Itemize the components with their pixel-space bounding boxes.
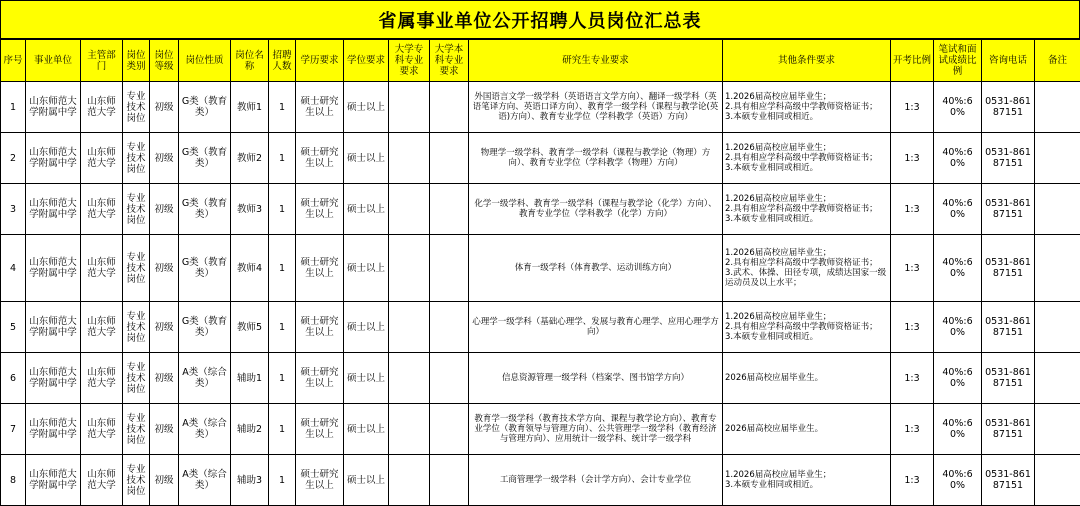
cell-score-ratio: 40%:60% — [934, 184, 982, 235]
title-bar — [0, 0, 1080, 39]
cell-phone: 0531-86187151 — [982, 302, 1035, 353]
cell-ratio: 1:3 — [891, 302, 934, 353]
cell-education: 硕士研究生以上 — [296, 184, 344, 235]
cell-graduate-major: 工商管理学一级学科（会计学方向）、会计专业学位 — [469, 455, 723, 506]
cell-position: 辅助3 — [231, 455, 269, 506]
cell-nature: G类（教育类） — [179, 302, 231, 353]
cell-seq: 7 — [1, 404, 26, 455]
header-col-college-major: 大学专科专业要求 — [389, 40, 430, 82]
cell-count: 1 — [269, 404, 296, 455]
cell-score-ratio: 40%:60% — [934, 133, 982, 184]
cell-score-ratio: 40%:60% — [934, 82, 982, 133]
cell-graduate-major: 体育一级学科（体育教学、运动训练方向） — [469, 235, 723, 302]
cell-graduate-major: 心理学一级学科（基础心理学、发展与教育心理学、应用心理学方向） — [469, 302, 723, 353]
cell-degree: 硕士以上 — [344, 353, 389, 404]
cell-position: 教师2 — [231, 133, 269, 184]
cell-college-major — [389, 302, 430, 353]
cell-seq: 3 — [1, 184, 26, 235]
cell-other-conditions: 1.2026届高校应届毕业生； 3.本硕专业相同或相近。 — [723, 455, 891, 506]
cell-nature: A类（综合类） — [179, 455, 231, 506]
header-col-remarks: 备注 — [1035, 40, 1080, 82]
cell-unit: 山东师范大学附属中学 — [26, 404, 81, 455]
cell-category: 专业技术岗位 — [123, 235, 150, 302]
cell-remarks — [1035, 353, 1080, 404]
page-title: 省属事业单位公开招聘人员岗位汇总表 — [379, 7, 702, 33]
cell-bachelor-major — [430, 455, 469, 506]
cell-graduate-major: 物理学一级学科、教育学一级学科（课程与教学论（物理）方向）、教育专业学位（学科教学（物理）方向） — [469, 133, 723, 184]
header-col-phone: 咨询电话 — [982, 40, 1035, 82]
cell-education: 硕士研究生以上 — [296, 302, 344, 353]
cell-degree: 硕士以上 — [344, 82, 389, 133]
cell-count: 1 — [269, 353, 296, 404]
cell-seq: 5 — [1, 302, 26, 353]
header-col-degree: 学位要求 — [344, 40, 389, 82]
cell-ratio: 1:3 — [891, 353, 934, 404]
header-col-unit: 事业单位 — [26, 40, 81, 82]
cell-education: 硕士研究生以上 — [296, 133, 344, 184]
cell-nature: G类（教育类） — [179, 82, 231, 133]
cell-remarks — [1035, 404, 1080, 455]
cell-remarks — [1035, 184, 1080, 235]
positions-table — [0, 39, 1080, 506]
cell-other-conditions: 2026届高校应届毕业生。 — [723, 353, 891, 404]
cell-level: 初级 — [150, 455, 179, 506]
cell-count: 1 — [269, 133, 296, 184]
header-col-count: 招聘人数 — [269, 40, 296, 82]
cell-level: 初级 — [150, 184, 179, 235]
cell-graduate-major: 外国语言文学一级学科（英语语言文学方向）、翻译一级学科（英语笔译方向、英语口译方向）、教育学一级学科（课程与教学论(英语)方向）、教育专业学位（学科教学（英语）方向） — [469, 82, 723, 133]
cell-count: 1 — [269, 302, 296, 353]
cell-count: 1 — [269, 82, 296, 133]
cell-seq: 4 — [1, 235, 26, 302]
cell-seq: 8 — [1, 455, 26, 506]
cell-remarks — [1035, 302, 1080, 353]
cell-position: 教师4 — [231, 235, 269, 302]
cell-category: 专业技术岗位 — [123, 82, 150, 133]
cell-category: 专业技术岗位 — [123, 133, 150, 184]
header-col-bachelor-major: 大学本科专业要求 — [430, 40, 469, 82]
header-col-score-ratio: 笔试和面试成绩比例 — [934, 40, 982, 82]
cell-nature: G类（教育类） — [179, 235, 231, 302]
cell-unit: 山东师范大学附属中学 — [26, 353, 81, 404]
cell-remarks — [1035, 455, 1080, 506]
cell-unit: 山东师范大学附属中学 — [26, 455, 81, 506]
cell-level: 初级 — [150, 133, 179, 184]
cell-category: 专业技术岗位 — [123, 184, 150, 235]
cell-degree: 硕士以上 — [344, 184, 389, 235]
cell-remarks — [1035, 82, 1080, 133]
cell-ratio: 1:3 — [891, 133, 934, 184]
table-row — [1, 82, 1080, 133]
cell-dept: 山东师范大学 — [81, 235, 123, 302]
header-col-dept: 主管部门 — [81, 40, 123, 82]
cell-phone: 0531-86187151 — [982, 184, 1035, 235]
cell-score-ratio: 40%:60% — [934, 353, 982, 404]
cell-score-ratio: 40%:60% — [934, 235, 982, 302]
cell-count: 1 — [269, 235, 296, 302]
cell-bachelor-major — [430, 353, 469, 404]
cell-category: 专业技术岗位 — [123, 404, 150, 455]
cell-position: 辅助2 — [231, 404, 269, 455]
table-row — [1, 455, 1080, 506]
table-row — [1, 302, 1080, 353]
cell-college-major — [389, 455, 430, 506]
cell-remarks — [1035, 235, 1080, 302]
cell-phone: 0531-86187151 — [982, 235, 1035, 302]
cell-graduate-major: 信息资源管理一级学科（档案学、图书馆学方向） — [469, 353, 723, 404]
cell-college-major — [389, 235, 430, 302]
cell-seq: 2 — [1, 133, 26, 184]
cell-category: 专业技术岗位 — [123, 302, 150, 353]
cell-graduate-major: 教育学一级学科（教育技术学方向、课程与教学论方向）、教育专业学位（教育领导与管理方向）、公共管理学一级学科（教育经济与管理方向）、应用统计一级学科、统计学一级学科 — [469, 404, 723, 455]
cell-score-ratio: 40%:60% — [934, 455, 982, 506]
cell-seq: 1 — [1, 82, 26, 133]
cell-phone: 0531-86187151 — [982, 404, 1035, 455]
header-col-category: 岗位类别 — [123, 40, 150, 82]
cell-education: 硕士研究生以上 — [296, 455, 344, 506]
cell-remarks — [1035, 133, 1080, 184]
cell-bachelor-major — [430, 184, 469, 235]
cell-degree: 硕士以上 — [344, 133, 389, 184]
cell-dept: 山东师范大学 — [81, 353, 123, 404]
cell-unit: 山东师范大学附属中学 — [26, 133, 81, 184]
cell-nature: G类（教育类） — [179, 184, 231, 235]
cell-bachelor-major — [430, 133, 469, 184]
cell-degree: 硕士以上 — [344, 455, 389, 506]
cell-unit: 山东师范大学附属中学 — [26, 235, 81, 302]
cell-seq: 6 — [1, 353, 26, 404]
cell-degree: 硕士以上 — [344, 404, 389, 455]
cell-other-conditions: 1.2026届高校应届毕业生； 2.具有相应学科高级中学教师资格证书； 3.本硕专业相同或相近。 — [723, 82, 891, 133]
table-row — [1, 184, 1080, 235]
cell-unit: 山东师范大学附属中学 — [26, 302, 81, 353]
cell-ratio: 1:3 — [891, 82, 934, 133]
cell-degree: 硕士以上 — [344, 302, 389, 353]
cell-count: 1 — [269, 455, 296, 506]
cell-ratio: 1:3 — [891, 404, 934, 455]
cell-dept: 山东师范大学 — [81, 404, 123, 455]
cell-position: 教师1 — [231, 82, 269, 133]
cell-nature: G类（教育类） — [179, 133, 231, 184]
cell-category: 专业技术岗位 — [123, 455, 150, 506]
cell-college-major — [389, 133, 430, 184]
cell-bachelor-major — [430, 235, 469, 302]
header-col-seq: 序号 — [1, 40, 26, 82]
cell-phone: 0531-86187151 — [982, 82, 1035, 133]
cell-ratio: 1:3 — [891, 455, 934, 506]
cell-bachelor-major — [430, 82, 469, 133]
cell-college-major — [389, 82, 430, 133]
cell-count: 1 — [269, 184, 296, 235]
cell-degree: 硕士以上 — [344, 235, 389, 302]
cell-education: 硕士研究生以上 — [296, 82, 344, 133]
table-body — [1, 82, 1080, 506]
cell-bachelor-major — [430, 404, 469, 455]
cell-bachelor-major — [430, 302, 469, 353]
cell-other-conditions: 1.2026届高校应届毕业生； 2.具有相应学科高级中学教师资格证书； 3.本硕专业相同或相近。 — [723, 302, 891, 353]
cell-unit: 山东师范大学附属中学 — [26, 184, 81, 235]
header-col-nature: 岗位性质 — [179, 40, 231, 82]
cell-level: 初级 — [150, 353, 179, 404]
cell-level: 初级 — [150, 82, 179, 133]
header-row — [1, 40, 1080, 82]
cell-other-conditions: 1.2026届高校应届毕业生； 2.具有相应学科高级中学教师资格证书； 3.武术、体操、田径专项，成绩达国家一级运动员及以上水平； — [723, 235, 891, 302]
cell-dept: 山东师范大学 — [81, 302, 123, 353]
header-col-education: 学历要求 — [296, 40, 344, 82]
cell-other-conditions: 2026届高校应届毕业生。 — [723, 404, 891, 455]
cell-college-major — [389, 184, 430, 235]
cell-college-major — [389, 353, 430, 404]
table-row — [1, 353, 1080, 404]
table-row — [1, 133, 1080, 184]
header-col-graduate-major: 研究生专业要求 — [469, 40, 723, 82]
cell-other-conditions: 1.2026届高校应届毕业生； 2.具有相应学科高级中学教师资格证书； 3.本硕专业相同或相近。 — [723, 133, 891, 184]
cell-ratio: 1:3 — [891, 184, 934, 235]
cell-score-ratio: 40%:60% — [934, 302, 982, 353]
cell-level: 初级 — [150, 235, 179, 302]
cell-level: 初级 — [150, 302, 179, 353]
cell-unit: 山东师范大学附属中学 — [26, 82, 81, 133]
cell-phone: 0531-86187151 — [982, 133, 1035, 184]
cell-education: 硕士研究生以上 — [296, 353, 344, 404]
cell-graduate-major: 化学一级学科、教育学一级学科（课程与教学论（化学）方向）、教育专业学位（学科教学（化学）方向） — [469, 184, 723, 235]
header-col-ratio: 开考比例 — [891, 40, 934, 82]
cell-position: 教师3 — [231, 184, 269, 235]
cell-nature: A类（综合类） — [179, 353, 231, 404]
cell-education: 硕士研究生以上 — [296, 404, 344, 455]
cell-category: 专业技术岗位 — [123, 353, 150, 404]
table-row — [1, 404, 1080, 455]
cell-level: 初级 — [150, 404, 179, 455]
cell-education: 硕士研究生以上 — [296, 235, 344, 302]
cell-dept: 山东师范大学 — [81, 455, 123, 506]
cell-position: 教师5 — [231, 302, 269, 353]
cell-position: 辅助1 — [231, 353, 269, 404]
cell-dept: 山东师范大学 — [81, 184, 123, 235]
table-row — [1, 235, 1080, 302]
cell-phone: 0531-86187151 — [982, 353, 1035, 404]
cell-college-major — [389, 404, 430, 455]
cell-dept: 山东师范大学 — [81, 82, 123, 133]
cell-dept: 山东师范大学 — [81, 133, 123, 184]
cell-score-ratio: 40%:60% — [934, 404, 982, 455]
header-col-other-conditions: 其他条件要求 — [723, 40, 891, 82]
cell-phone: 0531-86187151 — [982, 455, 1035, 506]
cell-other-conditions: 1.2026届高校应届毕业生； 2.具有相应学科高级中学教师资格证书； 3.本硕专业相同或相近。 — [723, 184, 891, 235]
cell-ratio: 1:3 — [891, 235, 934, 302]
cell-nature: A类（综合类） — [179, 404, 231, 455]
header-col-position: 岗位名称 — [231, 40, 269, 82]
header-col-level: 岗位等级 — [150, 40, 179, 82]
